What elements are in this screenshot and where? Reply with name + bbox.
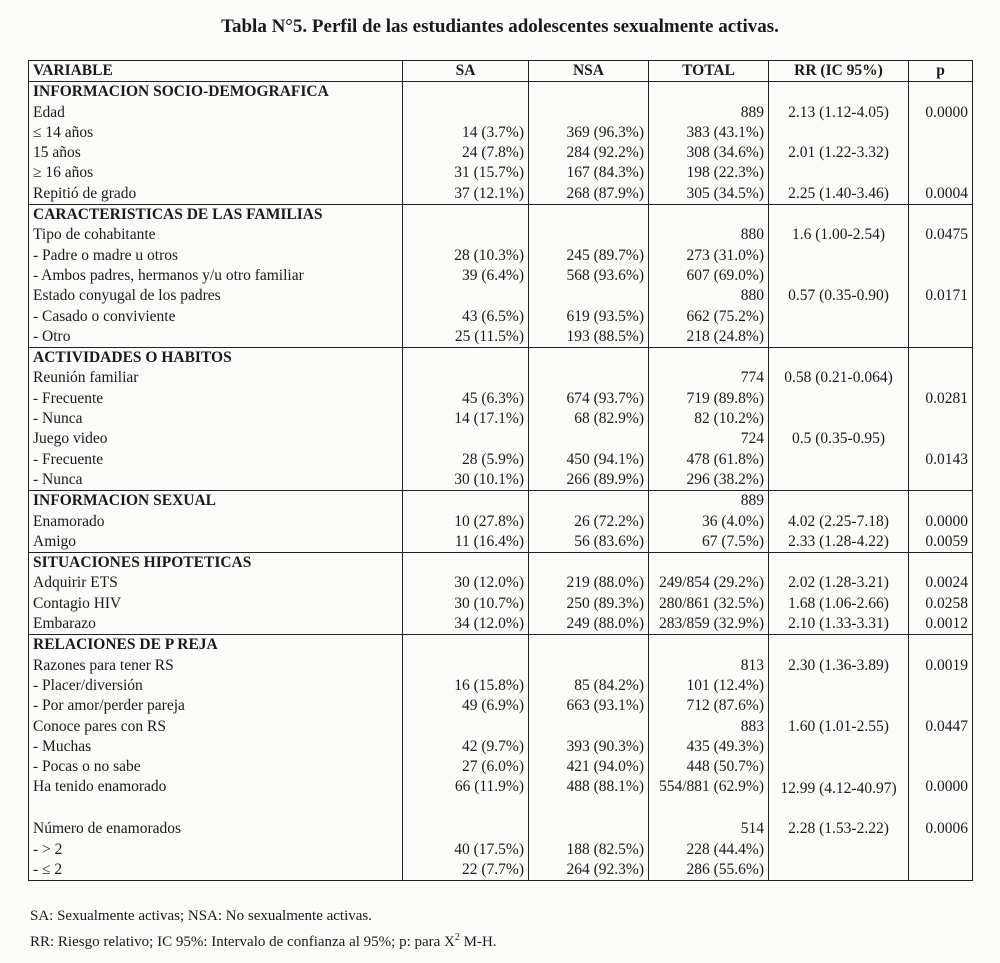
- sa-cell: 28 (5.9%): [403, 450, 529, 470]
- table-row: [29, 614, 973, 635]
- table-row: [29, 757, 973, 777]
- variable-label: - Ambos padres, hermanos y/u otro familiar: [29, 266, 403, 286]
- sa-cell: 43 (6.5%): [403, 307, 529, 327]
- total-cell: 286 (55.6%): [649, 860, 769, 881]
- variable-label: Amigo: [29, 532, 403, 553]
- table-row: [29, 656, 973, 676]
- nsa-cell: 488 (88.1%): [529, 777, 649, 819]
- p-cell: 0.0281: [909, 389, 973, 409]
- section-row: [29, 553, 973, 574]
- rr-cell: [769, 696, 909, 716]
- variable-label: - Muchas: [29, 737, 403, 757]
- total-cell: 662 (75.2%): [649, 307, 769, 327]
- footnote-abbreviations: SA: Sexualmente activas; NSA: No sexualmente activas.: [30, 908, 373, 924]
- total-cell: 724: [649, 429, 769, 449]
- table-row: [29, 389, 973, 409]
- variable-label: - Placer/diversión: [29, 676, 403, 696]
- p-cell: [909, 246, 973, 266]
- variable-label: Adquirir ETS: [29, 573, 403, 593]
- p-cell: [909, 82, 973, 103]
- rr-cell: [769, 82, 909, 103]
- nsa-cell: [529, 819, 649, 839]
- rr-cell: 4.02 (2.25-7.18): [769, 512, 909, 532]
- sa-cell: 25 (11.5%): [403, 327, 529, 348]
- nsa-cell: 167 (84.3%): [529, 163, 649, 183]
- rr-cell: [769, 757, 909, 777]
- total-cell: 813: [649, 656, 769, 676]
- total-cell: 67 (7.5%): [649, 532, 769, 553]
- p-cell: [909, 491, 973, 512]
- table-row: [29, 450, 973, 470]
- p-cell: 0.0258: [909, 594, 973, 614]
- sa-cell: [403, 717, 529, 737]
- variable-label: - > 2: [29, 840, 403, 860]
- total-cell: 880: [649, 225, 769, 245]
- sa-cell: 34 (12.0%): [403, 614, 529, 635]
- rr-cell: [769, 409, 909, 429]
- nsa-cell: 268 (87.9%): [529, 184, 649, 205]
- sa-cell: 30 (12.0%): [403, 573, 529, 593]
- rr-cell: [769, 123, 909, 143]
- p-cell: [909, 737, 973, 757]
- p-cell: 0.0447: [909, 717, 973, 737]
- nsa-cell: 369 (96.3%): [529, 123, 649, 143]
- rr-cell: 1.6 (1.00-2.54): [769, 225, 909, 245]
- p-cell: [909, 860, 973, 881]
- sa-cell: 45 (6.3%): [403, 389, 529, 409]
- table-row: [29, 532, 973, 553]
- table-row: [29, 819, 973, 839]
- nsa-cell: 421 (94.0%): [529, 757, 649, 777]
- footnote-superscript: 2: [454, 932, 460, 943]
- nsa-cell: 188 (82.5%): [529, 840, 649, 860]
- sa-cell: 39 (6.4%): [403, 266, 529, 286]
- footnote-statistics-text: RR: Riesgo relativo; IC 95%: Intervalo de confianza al 95%; p: para X: [30, 934, 455, 950]
- section-label: INFORMACION SEXUAL: [29, 491, 403, 512]
- total-cell: 198 (22.3%): [649, 163, 769, 183]
- data-table: [28, 60, 973, 881]
- rr-cell: [769, 205, 909, 226]
- p-cell: [909, 368, 973, 388]
- total-cell: 712 (87.6%): [649, 696, 769, 716]
- nsa-cell: [529, 368, 649, 388]
- p-cell: 0.0006: [909, 819, 973, 839]
- table-row: [29, 573, 973, 593]
- header-total: TOTAL: [649, 61, 769, 82]
- header-sa: SA: [403, 61, 529, 82]
- rr-cell: [769, 348, 909, 369]
- variable-label: Número de enamorados: [29, 819, 403, 839]
- variable-label: - Otro: [29, 327, 403, 348]
- variable-label: Repitió de grado: [29, 184, 403, 205]
- rr-cell: [769, 840, 909, 860]
- nsa-cell: 568 (93.6%): [529, 266, 649, 286]
- table-row: [29, 307, 973, 327]
- nsa-cell: [529, 103, 649, 123]
- nsa-cell: 284 (92.2%): [529, 143, 649, 163]
- nsa-cell: 450 (94.1%): [529, 450, 649, 470]
- p-cell: 0.0000: [909, 103, 973, 123]
- table-row: [29, 266, 973, 286]
- section-label: ACTIVIDADES O HABITOS: [29, 348, 403, 369]
- sa-cell: [403, 103, 529, 123]
- nsa-cell: 250 (89.3%): [529, 594, 649, 614]
- total-cell: 101 (12.4%): [649, 676, 769, 696]
- sa-cell: 16 (15.8%): [403, 676, 529, 696]
- variable-label: Embarazo: [29, 614, 403, 635]
- nsa-cell: 68 (82.9%): [529, 409, 649, 429]
- variable-label: ≤ 14 años: [29, 123, 403, 143]
- table-row: [29, 840, 973, 860]
- p-cell: [909, 409, 973, 429]
- sa-cell: 22 (7.7%): [403, 860, 529, 881]
- rr-cell: 2.33 (1.28-4.22): [769, 532, 909, 553]
- nsa-cell: [529, 656, 649, 676]
- nsa-cell: 249 (88.0%): [529, 614, 649, 635]
- table-row: [29, 184, 973, 205]
- nsa-cell: [529, 225, 649, 245]
- sa-cell: [403, 348, 529, 369]
- p-cell: [909, 635, 973, 656]
- variable-label: ≥ 16 años: [29, 163, 403, 183]
- nsa-cell: 264 (92.3%): [529, 860, 649, 881]
- sa-cell: [403, 553, 529, 574]
- section-row: [29, 348, 973, 369]
- sa-cell: [403, 82, 529, 103]
- table-row: [29, 429, 973, 449]
- section-row: [29, 205, 973, 226]
- total-cell: 383 (43.1%): [649, 123, 769, 143]
- section-row: [29, 491, 973, 512]
- total-cell: 82 (10.2%): [649, 409, 769, 429]
- total-cell: 273 (31.0%): [649, 246, 769, 266]
- total-cell: 280/861 (32.5%): [649, 594, 769, 614]
- rr-cell: [769, 491, 909, 512]
- p-cell: 0.0475: [909, 225, 973, 245]
- total-cell: 218 (24.8%): [649, 327, 769, 348]
- nsa-cell: [529, 429, 649, 449]
- variable-label: Reunión familiar: [29, 368, 403, 388]
- table-row: [29, 123, 973, 143]
- sa-cell: 42 (9.7%): [403, 737, 529, 757]
- variable-label: Razones para tener RS: [29, 656, 403, 676]
- variable-label: Contagio HIV: [29, 594, 403, 614]
- p-cell: 0.0059: [909, 532, 973, 553]
- table-row: [29, 512, 973, 532]
- p-cell: [909, 348, 973, 369]
- rr-cell: [769, 676, 909, 696]
- variable-label: Ha tenido enamorado: [29, 777, 403, 819]
- total-cell: 296 (38.2%): [649, 470, 769, 491]
- table-title: Tabla N°5. Perfil de las estudiantes adolescentes sexualmente activas.: [221, 16, 779, 37]
- nsa-cell: 56 (83.6%): [529, 532, 649, 553]
- table-row: [29, 737, 973, 757]
- rr-cell: 2.25 (1.40-3.46): [769, 184, 909, 205]
- nsa-cell: [529, 491, 649, 512]
- sa-cell: 40 (17.5%): [403, 840, 529, 860]
- variable-label: - Padre o madre u otros: [29, 246, 403, 266]
- rr-cell: [769, 737, 909, 757]
- sa-cell: 10 (27.8%): [403, 512, 529, 532]
- total-cell: [649, 635, 769, 656]
- table-row: [29, 103, 973, 123]
- variable-label: Tipo de cohabitante: [29, 225, 403, 245]
- rr-cell: [769, 450, 909, 470]
- section-label: SITUACIONES HIPOTETICAS: [29, 553, 403, 574]
- table-row: [29, 143, 973, 163]
- rr-cell: [769, 553, 909, 574]
- p-cell: [909, 470, 973, 491]
- total-cell: 36 (4.0%): [649, 512, 769, 532]
- nsa-cell: 26 (72.2%): [529, 512, 649, 532]
- total-cell: 478 (61.8%): [649, 450, 769, 470]
- sa-cell: 49 (6.9%): [403, 696, 529, 716]
- nsa-cell: 393 (90.3%): [529, 737, 649, 757]
- total-cell: 607 (69.0%): [649, 266, 769, 286]
- variable-label: Estado conyugal de los padres: [29, 286, 403, 306]
- nsa-cell: [529, 635, 649, 656]
- sa-cell: [403, 491, 529, 512]
- p-cell: [909, 307, 973, 327]
- rr-cell: 12.99 (4.12-40.97): [769, 777, 909, 819]
- total-cell: [649, 205, 769, 226]
- nsa-cell: [529, 82, 649, 103]
- table-row: [29, 225, 973, 245]
- total-cell: 880: [649, 286, 769, 306]
- sa-cell: 37 (12.1%): [403, 184, 529, 205]
- variable-label: - ≤ 2: [29, 860, 403, 881]
- rr-cell: 2.02 (1.28-3.21): [769, 573, 909, 593]
- p-cell: [909, 840, 973, 860]
- header-variable: VARIABLE: [29, 61, 403, 82]
- total-cell: 719 (89.8%): [649, 389, 769, 409]
- p-cell: [909, 327, 973, 348]
- total-cell: 889: [649, 103, 769, 123]
- table-row: [29, 470, 973, 491]
- p-cell: 0.0000: [909, 512, 973, 532]
- total-cell: 305 (34.5%): [649, 184, 769, 205]
- header-rr: RR (IC 95%): [769, 61, 909, 82]
- table-row: [29, 246, 973, 266]
- rr-cell: 1.68 (1.06-2.66): [769, 594, 909, 614]
- total-cell: 883: [649, 717, 769, 737]
- section-label: INFORMACION SOCIO-DEMOGRAFICA: [29, 82, 403, 103]
- table-row: [29, 327, 973, 348]
- sa-cell: [403, 286, 529, 306]
- rr-cell: [769, 266, 909, 286]
- nsa-cell: 193 (88.5%): [529, 327, 649, 348]
- variable-label: Edad: [29, 103, 403, 123]
- total-cell: [649, 553, 769, 574]
- table-row: [29, 777, 973, 819]
- p-cell: 0.0019: [909, 656, 973, 676]
- p-cell: 0.0024: [909, 573, 973, 593]
- rr-cell: 0.57 (0.35-0.90): [769, 286, 909, 306]
- sa-cell: [403, 656, 529, 676]
- table-row: [29, 717, 973, 737]
- variable-label: - Pocas o no sabe: [29, 757, 403, 777]
- p-cell: [909, 676, 973, 696]
- rr-cell: 2.30 (1.36-3.89): [769, 656, 909, 676]
- nsa-cell: 619 (93.5%): [529, 307, 649, 327]
- nsa-cell: 663 (93.1%): [529, 696, 649, 716]
- sa-cell: [403, 205, 529, 226]
- rr-cell: [769, 389, 909, 409]
- total-cell: 554/881 (62.9%): [649, 777, 769, 819]
- header-nsa: NSA: [529, 61, 649, 82]
- rr-cell: [769, 470, 909, 491]
- p-cell: [909, 553, 973, 574]
- sa-cell: 14 (17.1%): [403, 409, 529, 429]
- rr-cell: 0.5 (0.35-0.95): [769, 429, 909, 449]
- total-cell: 308 (34.6%): [649, 143, 769, 163]
- total-cell: 435 (49.3%): [649, 737, 769, 757]
- table-body: [29, 82, 973, 881]
- section-row: [29, 82, 973, 103]
- variable-label: - Casado o conviviente: [29, 307, 403, 327]
- rr-cell: 2.10 (1.33-3.31): [769, 614, 909, 635]
- sa-cell: 30 (10.1%): [403, 470, 529, 491]
- rr-cell: 2.13 (1.12-4.05): [769, 103, 909, 123]
- rr-cell: [769, 635, 909, 656]
- rr-cell: [769, 163, 909, 183]
- nsa-cell: 85 (84.2%): [529, 676, 649, 696]
- nsa-cell: 219 (88.0%): [529, 573, 649, 593]
- total-cell: 249/854 (29.2%): [649, 573, 769, 593]
- rr-cell: [769, 327, 909, 348]
- variable-label: Conoce pares con RS: [29, 717, 403, 737]
- table-row: [29, 860, 973, 881]
- sa-cell: 30 (10.7%): [403, 594, 529, 614]
- p-cell: [909, 163, 973, 183]
- sa-cell: 31 (15.7%): [403, 163, 529, 183]
- sa-cell: 24 (7.8%): [403, 143, 529, 163]
- variable-label: - Nunca: [29, 470, 403, 491]
- nsa-cell: [529, 205, 649, 226]
- section-label: CARACTERISTICAS DE LAS FAMILIAS: [29, 205, 403, 226]
- sa-cell: [403, 368, 529, 388]
- p-cell: 0.0012: [909, 614, 973, 635]
- variable-label: - Frecuente: [29, 389, 403, 409]
- variable-label: Enamorado: [29, 512, 403, 532]
- p-cell: [909, 123, 973, 143]
- footnote-statistics: [30, 932, 497, 951]
- footnote-statistics-end: M-H.: [459, 934, 497, 950]
- table-row: [29, 594, 973, 614]
- rr-cell: [769, 246, 909, 266]
- sa-cell: 27 (6.0%): [403, 757, 529, 777]
- rr-cell: 2.28 (1.53-2.22): [769, 819, 909, 839]
- header-p: p: [909, 61, 973, 82]
- table-row: [29, 286, 973, 306]
- p-cell: 0.0004: [909, 184, 973, 205]
- table-row: [29, 409, 973, 429]
- nsa-cell: [529, 717, 649, 737]
- sa-cell: 28 (10.3%): [403, 246, 529, 266]
- variable-label: Juego video: [29, 429, 403, 449]
- rr-cell: 0.58 (0.21-0.064): [769, 368, 909, 388]
- total-cell: 514: [649, 819, 769, 839]
- header-row: [29, 61, 973, 82]
- total-cell: 228 (44.4%): [649, 840, 769, 860]
- rr-cell: 1.60 (1.01-2.55): [769, 717, 909, 737]
- section-row: [29, 635, 973, 656]
- table-row: [29, 676, 973, 696]
- total-cell: [649, 348, 769, 369]
- variable-label: 15 años: [29, 143, 403, 163]
- nsa-cell: [529, 348, 649, 369]
- table-row: [29, 368, 973, 388]
- nsa-cell: 245 (89.7%): [529, 246, 649, 266]
- variable-label: - Por amor/perder pareja: [29, 696, 403, 716]
- total-cell: 774: [649, 368, 769, 388]
- nsa-cell: [529, 286, 649, 306]
- nsa-cell: 266 (89.9%): [529, 470, 649, 491]
- p-cell: 0.0000: [909, 777, 973, 819]
- variable-label: - Frecuente: [29, 450, 403, 470]
- p-cell: [909, 205, 973, 226]
- sa-cell: 66 (11.9%): [403, 777, 529, 819]
- variable-label: - Nunca: [29, 409, 403, 429]
- p-cell: [909, 696, 973, 716]
- sa-cell: [403, 635, 529, 656]
- p-cell: 0.0171: [909, 286, 973, 306]
- sa-cell: [403, 429, 529, 449]
- p-cell: [909, 429, 973, 449]
- nsa-cell: [529, 553, 649, 574]
- p-cell: 0.0143: [909, 450, 973, 470]
- sa-cell: 14 (3.7%): [403, 123, 529, 143]
- table-row: [29, 163, 973, 183]
- nsa-cell: 674 (93.7%): [529, 389, 649, 409]
- table-row: [29, 696, 973, 716]
- rr-cell: [769, 307, 909, 327]
- p-cell: [909, 266, 973, 286]
- total-cell: 889: [649, 491, 769, 512]
- rr-cell: 2.01 (1.22-3.32): [769, 143, 909, 163]
- sa-cell: [403, 225, 529, 245]
- rr-cell: [769, 860, 909, 881]
- total-cell: 283/859 (32.9%): [649, 614, 769, 635]
- total-cell: [649, 82, 769, 103]
- p-cell: [909, 757, 973, 777]
- p-cell: [909, 143, 973, 163]
- sa-cell: [403, 819, 529, 839]
- total-cell: 448 (50.7%): [649, 757, 769, 777]
- section-label: RELACIONES DE P REJA: [29, 635, 403, 656]
- sa-cell: 11 (16.4%): [403, 532, 529, 553]
